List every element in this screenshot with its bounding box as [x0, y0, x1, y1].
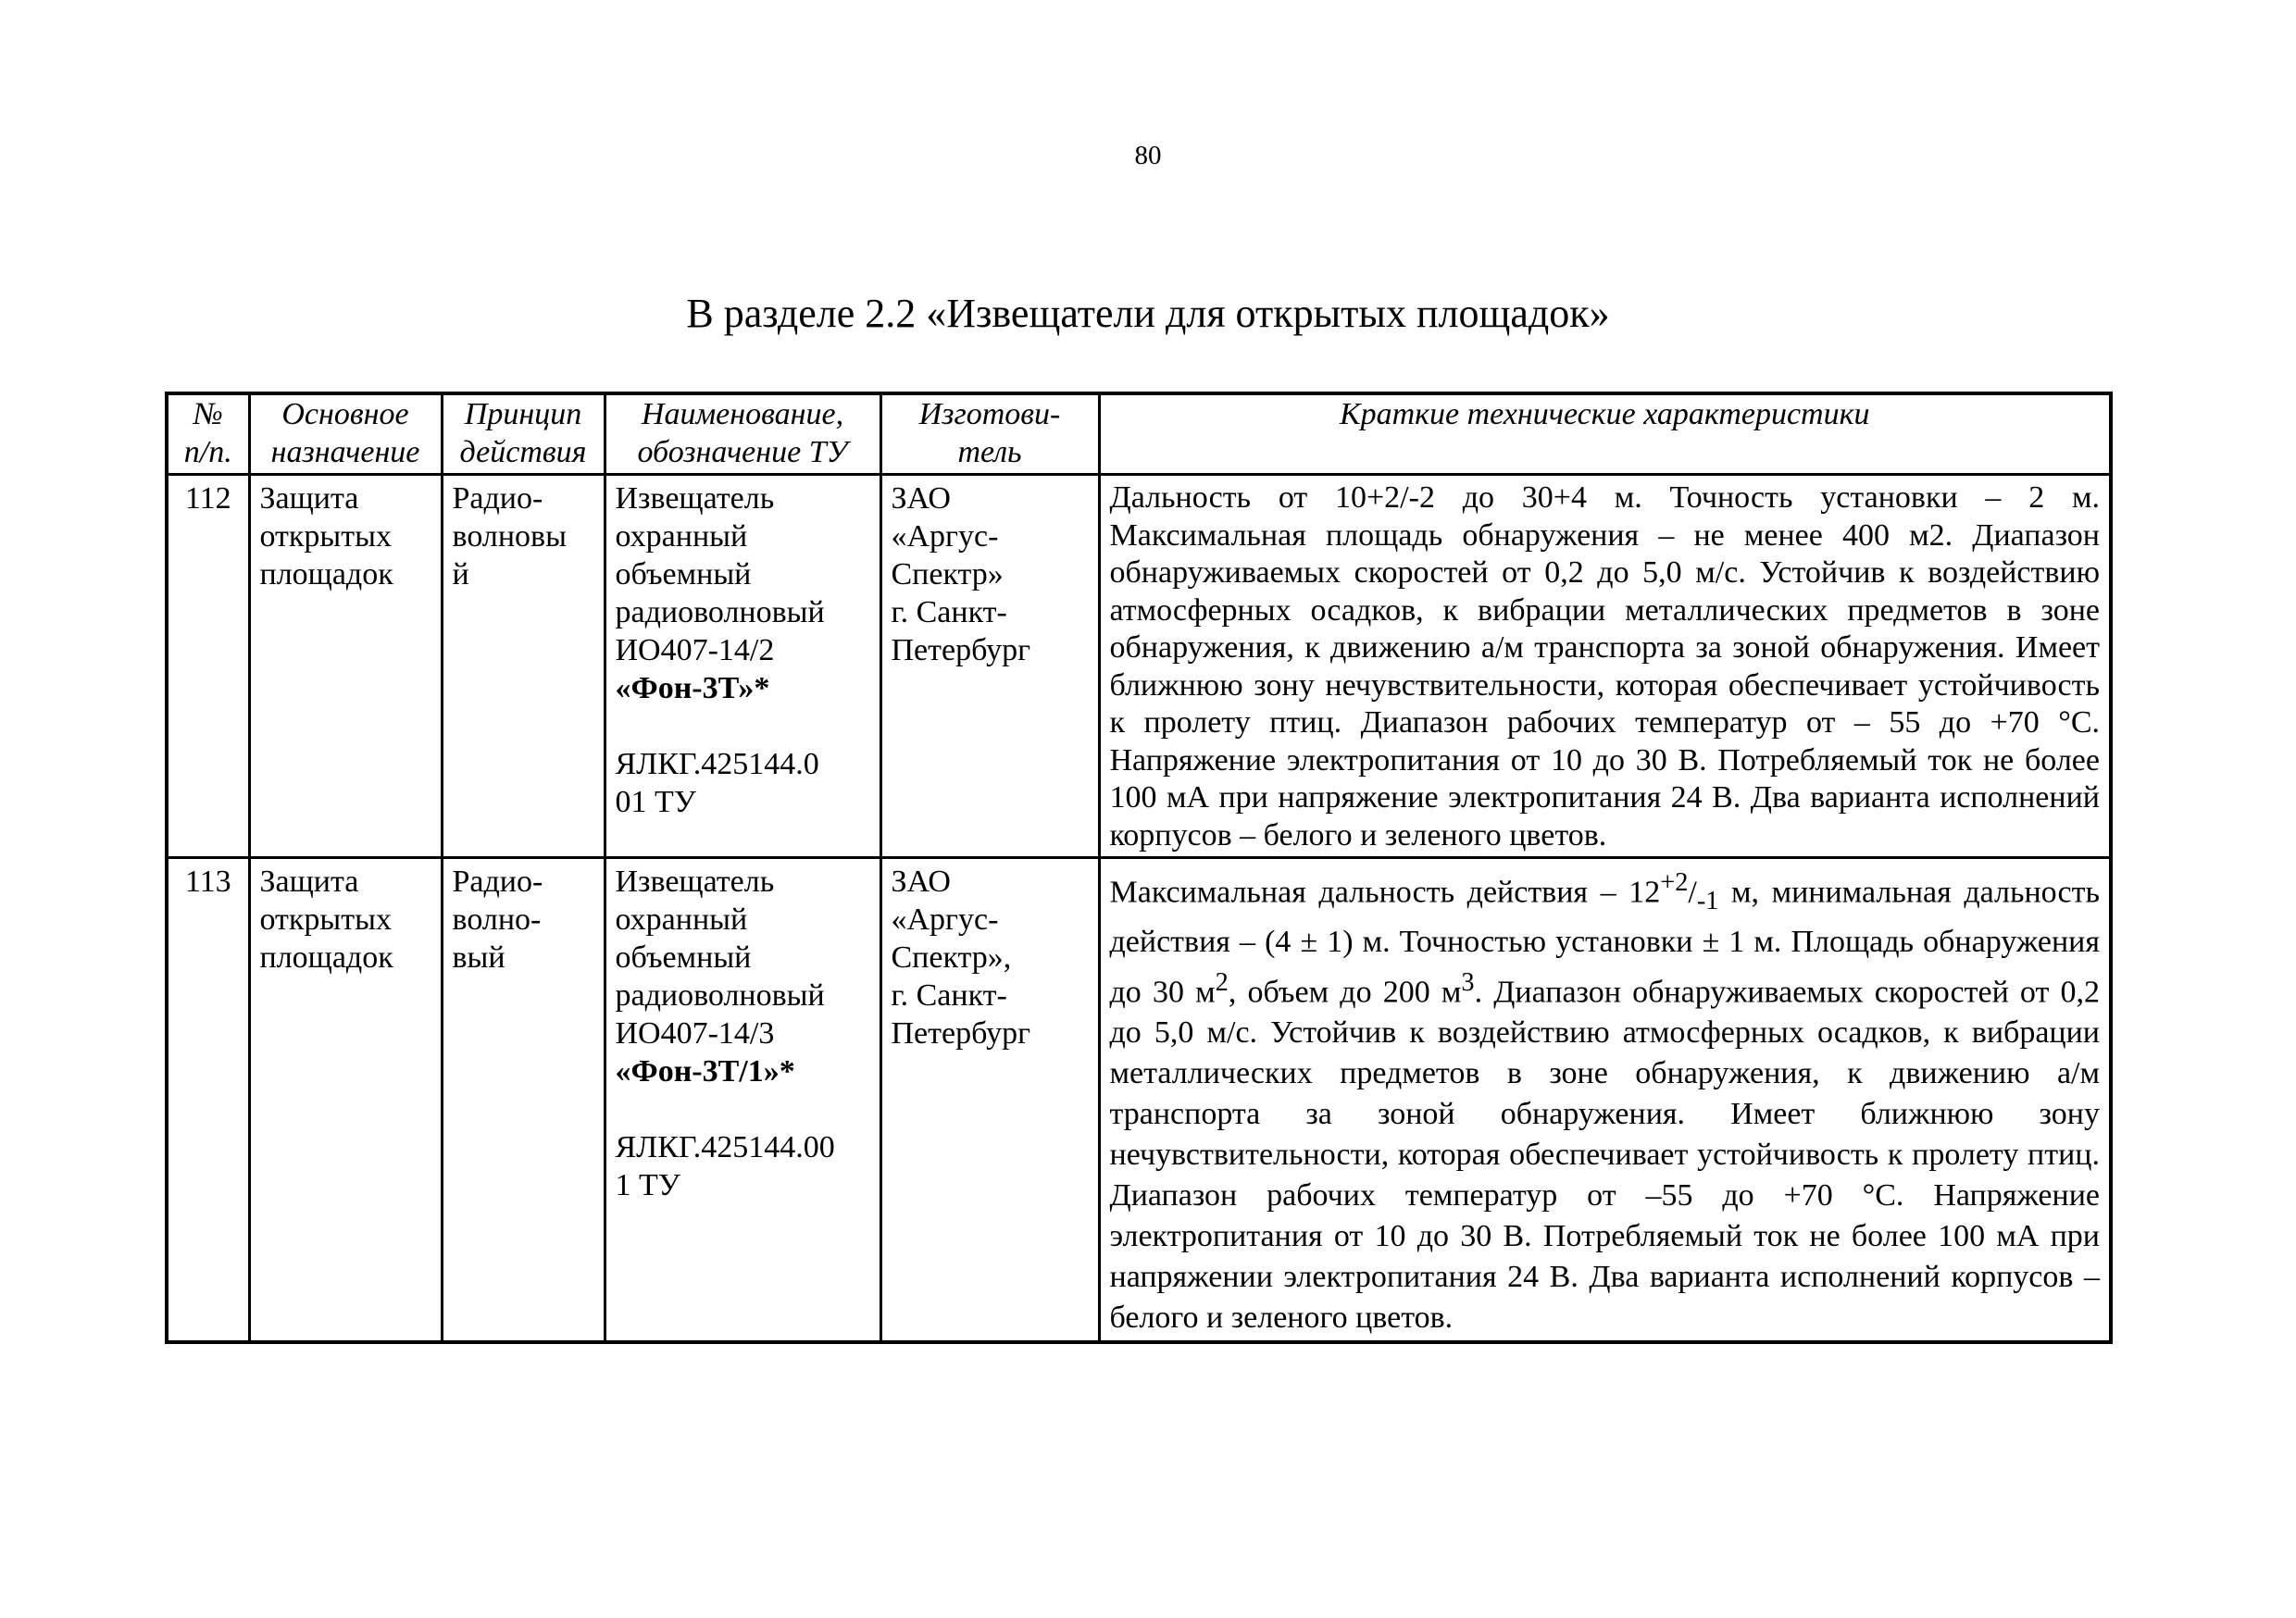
header-num: № п/п.	[167, 393, 249, 475]
detectors-table	[165, 392, 2113, 1344]
section-title: В разделе 2.2 «Извещатели для открытых площадок»	[686, 291, 1610, 336]
row-purpose: Защита открытых площадок	[249, 858, 442, 1343]
row-number: 112	[167, 475, 249, 858]
table-row	[167, 858, 2111, 1343]
row-specs: Дальность от 10+2/-2 до 30+4 м. Точность установки – 2 м. Максимальная площадь обнаружения – не менее 400 м2. Диапазон обнаруживаемых скоростей от 0,2 до 5,0 м/с. Устойчив к воздействию атмосферных осадков, к вибрации металлических предметов в зоне обнаружения, к движению а/м транспорта за зоной обнаружения. Имеет ближнюю зону нечувствительности, которая обеспечивает устойчивость к пролету птиц. Диапазон рабочих температур от – 55 до +70 °С. Напряжение электропитания от 10 до 30 В. Потребляемый ток не более 100 мА при напряжение электропитания 24 В. Два варианта исполнений корпусов – белого и зеленого цветов.	[1099, 475, 2111, 858]
table-row	[167, 475, 2111, 858]
header-specs: Краткие технические характеристики	[1099, 393, 2111, 475]
product-model: «Фон-3Т»*	[615, 671, 770, 705]
header-principle: Принцип действия	[442, 393, 605, 475]
row-product-name: Извещатель охранный объемный радиоволновый ИО407-14/2 «Фон-3Т»* ЯЛКГ.425144.0 01 ТУ	[605, 475, 880, 858]
row-manufacturer: ЗАО «Аргус- Спектр» г. Санкт- Петербург	[880, 475, 1099, 858]
row-specs: Максимальная дальность действия – $12^{+2}/_{-1}$ м, минимальная дальность действия – (4 ± 1) м. Точностью установки ± 1 м. Площадь обнаружения до 30 $м^2$, объем до 200 $м^3$. Диапазон обнаруживаемых скоростей от 0,2 до 5,0 м/с. Устойчив к воздействию атмосферных осадков, к вибрации металлических предметов в зоне обнаружения, к движению а/м транспорта за зоной обнаружения. Имеет ближнюю зону нечувствительности, которая обеспечивает устойчивость к пролету птиц. Диапазон рабочих температур от –55 до +70 °С. Напряжение электропитания от 10 до 30 В. Потребляемый ток не более 100 мА при напряжении электропитания 24 В. Два варианта исполнений корпусов – белого и зеленого цветов.	[1099, 858, 2111, 1343]
tu-code: ЯЛКГ.425144.0	[615, 747, 819, 781]
row-product-name: Извещатель охранный объемный радиоволновый ИО407-14/3 «Фон-3Т/1»* ЯЛКГ.425144.00 1 ТУ	[605, 858, 880, 1343]
row-principle: Радио- волновы й	[442, 475, 605, 858]
header-maker: Изготови- тель	[880, 393, 1099, 475]
page-number: 80	[1134, 141, 1162, 170]
header-purpose: Основное назначение	[249, 393, 442, 475]
header-name: Наименование, обозначение ТУ	[605, 393, 880, 475]
row-number: 113	[167, 858, 249, 1343]
product-model: «Фон-3Т/1»*	[615, 1054, 795, 1089]
row-manufacturer: ЗАО «Аргус- Спектр», г. Санкт- Петербург	[880, 858, 1099, 1343]
row-purpose: Защита открытых площадок	[249, 475, 442, 858]
table-header-row	[167, 393, 2111, 475]
row-principle: Радио- волно- вый	[442, 858, 605, 1343]
tu-code: ЯЛКГ.425144.00	[615, 1130, 835, 1164]
